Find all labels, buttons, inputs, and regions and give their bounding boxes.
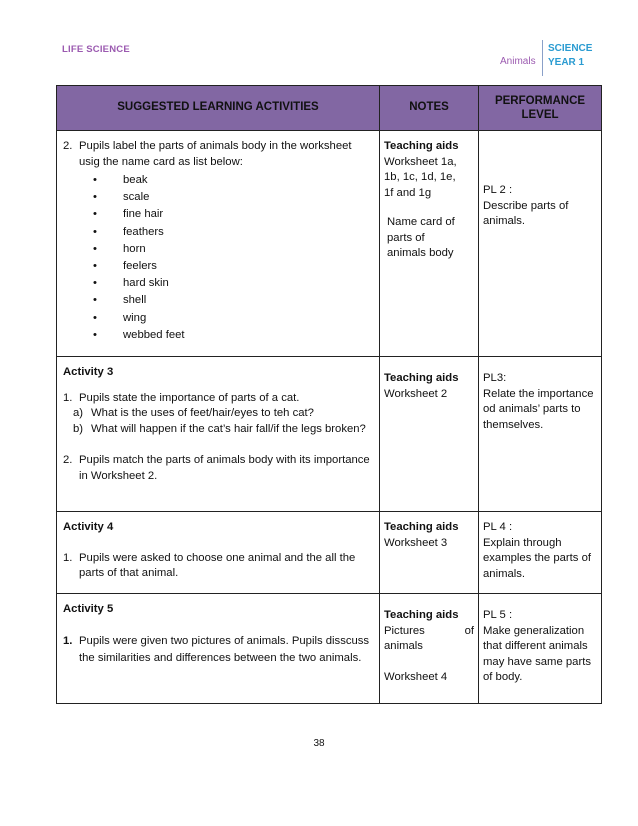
performance-cell: PL3: Relate the importance od animals’ parts to themselves. bbox=[479, 357, 602, 512]
list-item: 1. Pupils state the importance of parts of a cat. bbox=[63, 391, 300, 404]
col-header-activities: SUGGESTED LEARNING ACTIVITIES bbox=[57, 86, 380, 131]
table-header-row bbox=[57, 86, 602, 131]
activity-cell bbox=[57, 131, 380, 357]
notes-title: Teaching aids bbox=[384, 609, 459, 621]
list-item: b) What will happen if the cat’s hair fall/if the legs broken? bbox=[73, 422, 366, 435]
activity-cell bbox=[57, 512, 380, 594]
notes-title: Teaching aids bbox=[384, 521, 459, 533]
header-strand: LIFE SCIENCE bbox=[62, 44, 130, 55]
activity-title: Activity 5 bbox=[63, 603, 114, 615]
col-header-performance: PERFORMANCE LEVEL bbox=[479, 86, 602, 131]
activity-title: Activity 3 bbox=[63, 366, 114, 378]
list-item: a) What is the uses of feet/hair/eyes to teh cat? bbox=[73, 407, 314, 419]
header-divider bbox=[542, 40, 543, 76]
list-item: • feathers bbox=[93, 224, 373, 241]
list-item: 1. Pupils were given two pictures of animals. Pupils disscuss the similarities and differences between the two animals. bbox=[63, 634, 370, 664]
header-topic: Animals bbox=[500, 56, 536, 67]
notes-cell: Teaching aids Pictures of animals Worksheet 4 bbox=[380, 594, 479, 704]
list-item: • feelers bbox=[93, 258, 373, 275]
performance-cell: PL 2 : Describe parts of animals. bbox=[479, 131, 602, 357]
list-item: • scale bbox=[93, 189, 373, 206]
list-item: 1. Pupils were asked to choose one animal and the all the parts of that animal. bbox=[63, 551, 356, 579]
list-item: • fine hair bbox=[93, 206, 373, 223]
notes-title: Teaching aids bbox=[384, 140, 459, 152]
pl-title: PL3: bbox=[483, 372, 507, 384]
table-row bbox=[57, 512, 602, 594]
header-subject-line2: YEAR 1 bbox=[548, 57, 585, 68]
list-item: • webbed feet bbox=[93, 327, 373, 344]
list-item: 2. Pupils label the parts of animals body in the worksheet usig the name card as list below: bbox=[63, 140, 352, 168]
col-header-notes: NOTES bbox=[380, 86, 479, 131]
activity-title: Activity 4 bbox=[63, 521, 114, 533]
activities-table bbox=[56, 85, 602, 704]
list-item: • shell bbox=[93, 292, 373, 309]
notes-cell: Teaching aids Worksheet 3 bbox=[380, 512, 479, 594]
table-row bbox=[57, 131, 602, 357]
name-card-list bbox=[63, 172, 373, 344]
list-item: 2. Pupils match the parts of animals body with its importance in Worksheet 2. bbox=[63, 454, 370, 482]
notes-cell: Teaching aids Worksheet 1a, 1b, 1c, 1d, 1e, 1f and 1g Name card of parts of animals body bbox=[380, 131, 479, 357]
table-row bbox=[57, 594, 602, 704]
performance-cell: PL 4 : Explain through examples the parts of animals. bbox=[479, 512, 602, 594]
list-item: • beak bbox=[93, 172, 373, 189]
pl-title: PL 4 : bbox=[483, 521, 513, 533]
notes-cell: Teaching aids Worksheet 2 bbox=[380, 357, 479, 512]
activity-cell bbox=[57, 594, 380, 704]
activity-cell bbox=[57, 357, 380, 512]
list-item: • wing bbox=[93, 310, 373, 327]
notes-title: Teaching aids bbox=[384, 372, 459, 384]
list-item: • hard skin bbox=[93, 275, 373, 292]
list-item: • horn bbox=[93, 241, 373, 258]
table-row bbox=[57, 357, 602, 512]
performance-cell: PL 5 : Make generalization that different animals may have same parts of body. bbox=[479, 594, 602, 704]
pl-title: PL 2 : bbox=[483, 184, 513, 196]
pl-title: PL 5 : bbox=[483, 609, 513, 621]
header-subject-line1: SCIENCE bbox=[548, 43, 593, 54]
header-subject bbox=[548, 42, 592, 70]
page-number: 38 bbox=[313, 738, 325, 749]
